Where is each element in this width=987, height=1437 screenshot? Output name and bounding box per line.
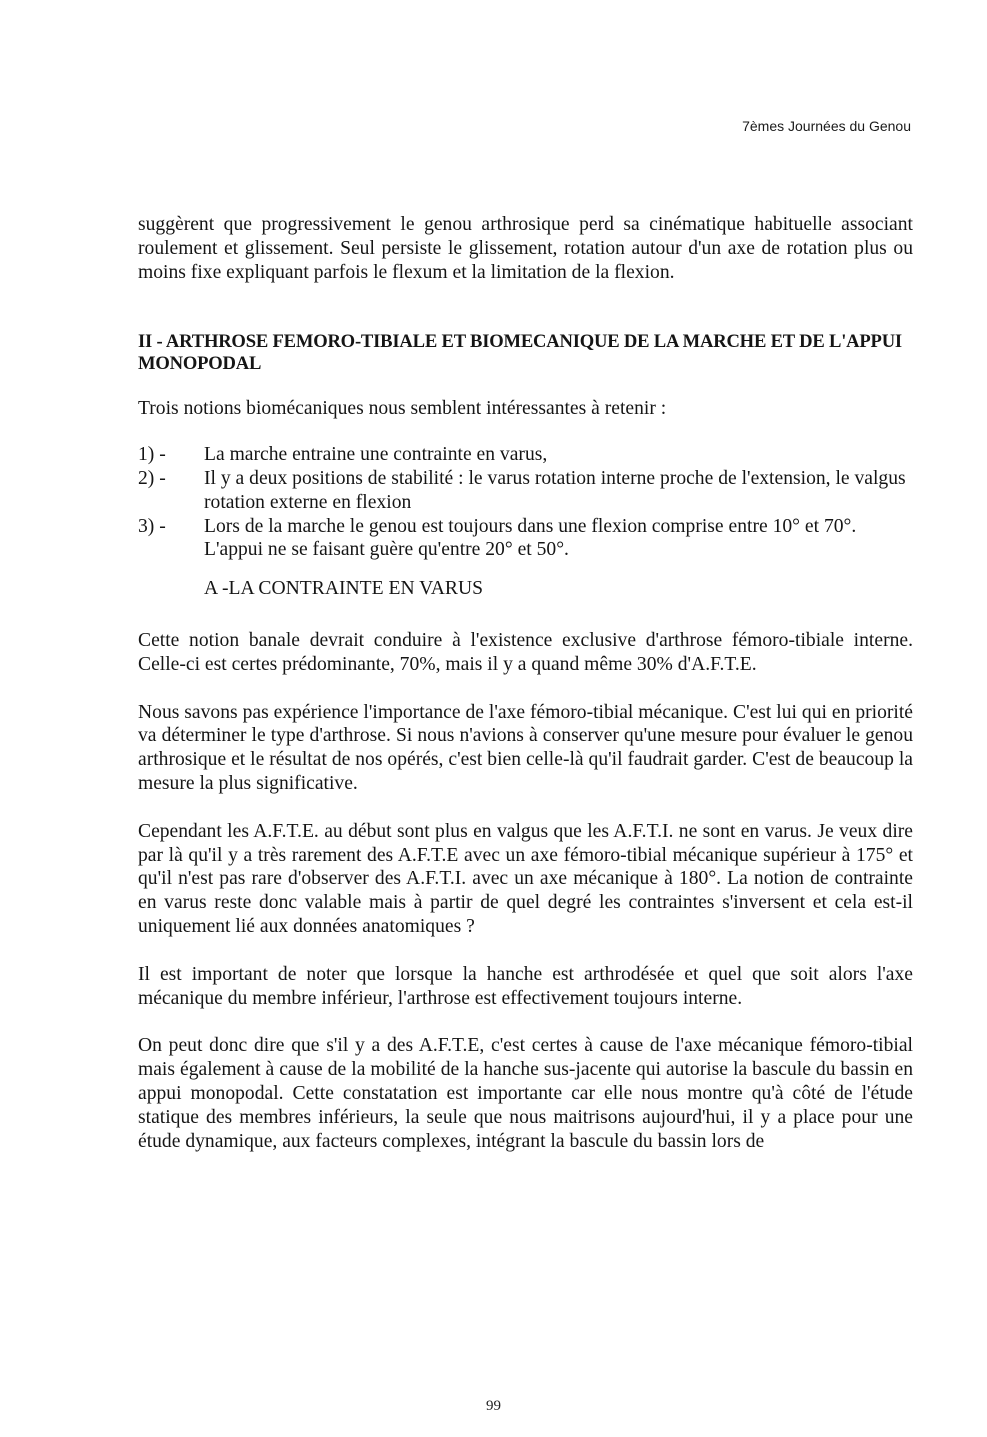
list-item <box>138 443 913 467</box>
paragraph: Cependant les A.F.T.E. au début sont plus en valgus que les A.F.T.I. ne sont en varus. Je veux dire par là qu'il y a très rarement des A.F.T.E avec un axe fémoro-tibial mécanique supérieur à 175° et qu'il n'est pas rare d'observer des A.F.T.I. avec un axe mécanique à 180°. La notion de contrainte en varus reste donc valable mais à partir de quel degré les contraintes s'inversent et cela est-il uniquement lié aux données anatomiques ? <box>138 820 913 937</box>
paragraph: Il est important de noter que lorsque la hanche est arthrodésée et quel que soit alors l'axe mécanique du membre inférieur, l'arthrose est effectivement toujours interne. <box>138 963 913 1009</box>
list-item <box>138 467 913 515</box>
numbered-list <box>138 443 913 562</box>
page-number: 99 <box>486 1398 501 1414</box>
page-body <box>138 213 913 1153</box>
paragraph: Cette notion banale devrait conduire à l'existence exclusive d'arthrose fémoro-tibiale interne. Celle-ci est certes prédominante, 70%, mais il y a quand même 30% d'A.F.T.E. <box>138 629 913 675</box>
list-item-number: 3) - <box>138 515 166 537</box>
list-item-number: 2) - <box>138 467 166 489</box>
list-item-text: La marche entraine une contrainte en varus, <box>204 444 548 466</box>
paragraph: On peut donc dire que s'il y a des A.F.T.E, c'est certes à cause de l'axe mécanique fémoro-tibial mais également à cause de la mobilité de la hanche sus-jacente qui autorise la bascule du bassin en appui monopodal. Cette constatation est importante car elle nous montre qu'à côté de l'étude statique des membres inférieurs, la seule que nous maitrisons aujourd'hui, il y a place pour une étude dynamique, aux facteurs complexes, intégrant la bascule du bassin lors de <box>138 1035 913 1152</box>
running-header: 7èmes Journées du Genou <box>742 118 911 134</box>
list-item-text: Il y a deux positions de stabilité : le varus rotation interne proche de l'extension, le valgus rotation externe en flexion <box>204 467 906 513</box>
list-item <box>138 515 913 563</box>
paragraph-intro: suggèrent que progressivement le genou arthrosique perd sa cinématique habituelle associant roulement et glissement. Seul persiste le glissement, rotation autour d'un axe de rotation plus ou moins fixe expliquant parfois le flexum et la limitation de la flexion. <box>138 214 913 283</box>
list-intro: Trois notions biomécaniques nous semblent intéressantes à retenir : <box>138 398 667 420</box>
section-title: II - ARTHROSE FEMORO-TIBIALE ET BIOMECANIQUE DE LA MARCHE ET DE L'APPUI MONOPODAL <box>138 331 902 375</box>
list-item-text: Lors de la marche le genou est toujours dans une flexion comprise entre 10° et 70°. L'appui ne se faisant guère qu'entre 20° et 50°. <box>204 515 857 561</box>
list-item-number: 1) - <box>138 444 166 466</box>
paragraph: Nous savons pas expérience l'importance de l'axe fémoro-tibial mécanique. C'est lui qui en priorité va déterminer le type d'arthrose. Si nous n'avions à conserver qu'une mesure pour évaluer le genou arthrosique et le résultat de nos opérés, c'est bien celle-là qu'il faudrait garder. C'est de beaucoup la mesure la plus significative. <box>138 701 913 794</box>
subsection-heading: A -LA CONTRAINTE EN VARUS <box>204 578 484 600</box>
